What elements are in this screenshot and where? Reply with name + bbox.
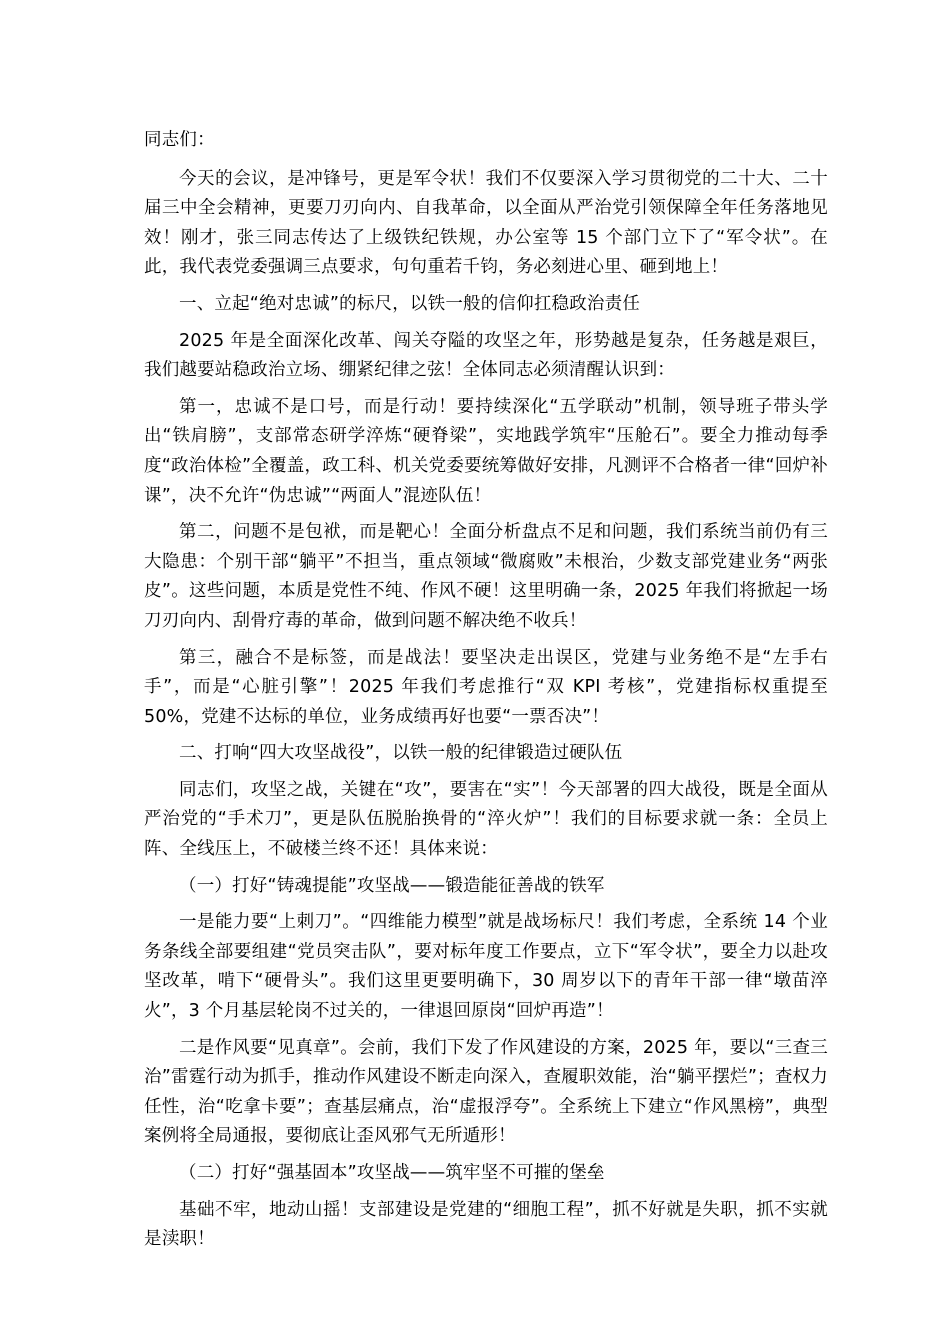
body-paragraph: 一是能力要“上刺刀”。“四维能力模型”就是战场标尺！我们考虑，全系统 14 个业务条线全部要组建“党员突击队”，要对标年度工作要点，立下“军令状”，要全力以赴攻坚改革，啃下“硬骨头”。我们这里更要明确下，30 周岁以下的青年干部一律“墩苗淬火”，3 个月基层轮岗不过关的，一律退回原岗“回炉再造”！ bbox=[144, 912, 828, 1022]
speech-body bbox=[144, 126, 828, 1262]
body-paragraph: 第一，忠诚不是口号，而是行动！要持续深化“五学联动”机制，领导班子带头学出“铁肩膀”，支部常态研学淬炼“硬脊梁”，实地践学筑牢“压舱石”。要全力推动每季度“政治体检”全覆盖，政工科、机关党委要统筹做好安排，凡测评不合格者一律“回炉补课”，决不允许“伪忠诚”“两面人”混迹队伍！ bbox=[144, 396, 828, 506]
opening-paragraph: 今天的会议，是冲锋号，更是军令状！我们不仅要深入学习贯彻党的二十大、二十届三中全会精神，更要刀刃向内、自我革命，以全面从严治党引领保障全年任务落地见效！刚才，张三同志传达了上级铁纪铁规，办公室等 15 个部门立下了“军令状”。在此，我代表党委强调三点要求，句句重若千钧，务必刻进心里、砸到地上！ bbox=[144, 168, 828, 278]
body-paragraph: 二是作风要“见真章”。会前，我们下发了作风建设的方案，2025 年，要以“三查三治”雷霆行动为抓手，推动作风建设不断走向深入，查履职效能，治“躺平摆烂”；查权力任性，治“吃拿卡要”；查基层痛点，治“虚报浮夸”。全系统上下建立“作风黑榜”，典型案例将全局通报，要彻底让歪风邪气无所遁形！ bbox=[144, 1037, 828, 1147]
subsection-heading-2: （二）打好“强基固本”攻坚战——筑牢坚不可摧的堡垒 bbox=[179, 1163, 605, 1183]
subsection-heading-1: （一）打好“铸魂提能”攻坚战——锻造能征善战的铁军 bbox=[179, 875, 605, 896]
body-paragraph: 第三，融合不是标签，而是战法！要坚决走出误区，党建与业务绝不是“左手右手”，而是“心脏引擎”！2025 年我们考虑推行“双 KPI 考核”，党建指标权重提至 50%，党建不达标的单位，业务成绩再好也要“一票否决”！ bbox=[144, 647, 828, 727]
salutation: 同志们： bbox=[144, 130, 215, 150]
section-heading-2: 二、打响“四大攻坚战役”，以铁一般的纪律锻造过硬队伍 bbox=[179, 743, 623, 764]
body-paragraph: 同志们，攻坚之战，关键在“攻”，要害在“实”！今天部署的四大战役，既是全面从严治党的“手术刀”，更是队伍脱胎换骨的“淬火炉”！我们的目标要求就一条：全员上阵、全线压上，不破楼兰终不还！具体来说： bbox=[144, 779, 828, 860]
body-paragraph: 基础不牢，地动山摇！支部建设是党建的“细胞工程”，抓不好就是失职，抓不实就是渎职！ bbox=[144, 1199, 828, 1250]
body-paragraph: 第二，问题不是包袱，而是靶心！全面分析盘点不足和问题，我们系统当前仍有三大隐患：个别干部“躺平”不担当，重点领域“微腐败”未根治，少数支部党建业务“两张皮”。这些问题，本质是党性不纯、作风不硬！这里明确一条，2025 年我们将掀起一场刀刃向内、刮骨疗毒的革命，做到问题不解决绝不收兵！ bbox=[144, 522, 828, 631]
body-paragraph: 2025 年是全面深化改革、闯关夺隘的攻坚之年，形势越是复杂，任务越是艰巨，我们越要站稳政治立场、绷紧纪律之弦！全体同志必须清醒认识到： bbox=[144, 330, 828, 381]
section-heading-1: 一、立起“绝对忠诚”的标尺，以铁一般的信仰扛稳政治责任 bbox=[179, 293, 641, 314]
